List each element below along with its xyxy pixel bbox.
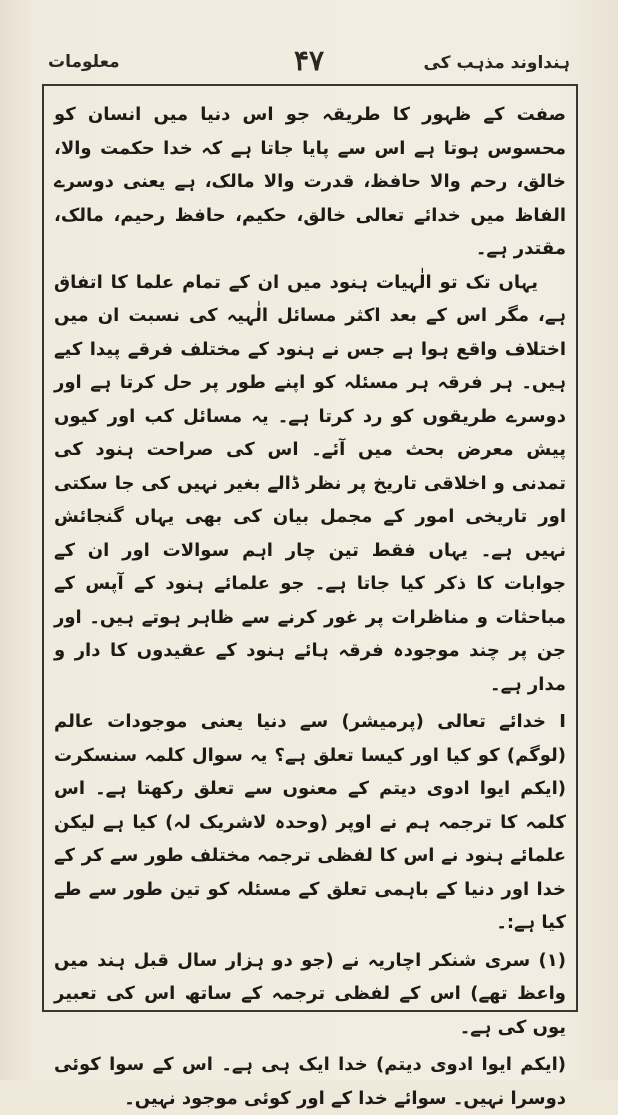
page-header bbox=[48, 42, 570, 86]
page-number: ۴۷ bbox=[293, 44, 325, 77]
question-1: I خدائے تعالی (پرمیشر) سے دنیا یعنی موجودات عالم (لوگم) کو کیا اور کیسا تعلق ہے؟ یہ سوال کلمہ سنسکرت (ایکم ایوا ادوی دیتم کے معنوں سے تعلق رکھتا ہے۔ اس کلمہ کا ترجمہ ہم نے اوپر (وحدہ لاشریک لہ) کیا ہے لیکن علمائے ہنود نے اس کا لفظی ترجمہ مختلف طور سے کر کے خدا اور دنیا کے باہمی تعلق کے مسئلہ کو تین طور سے طے کیا ہے:۔ bbox=[54, 711, 566, 933]
running-chapter-title: معلومات bbox=[48, 52, 120, 72]
paragraph-1: صفت کے ظہور کا طریقہ جو اس دنیا میں انسان کو محسوس ہوتا ہے اس سے پایا جاتا ہے کہ خدا حکمت والا، خالق، رحم والا حافظ، قدرت والا مالک، ہے یعنی دوسرے الفاظ میں خدائے تعالی خالق، حکیم، حافظ رحیم، مالک، مقتدر ہے۔ bbox=[54, 104, 566, 259]
paragraph-2: یہاں تک تو الٰہیات ہنود میں ان کے تمام علما کا اتفاق ہے، مگر اس کے بعد اکثر مسائل الٰہیہ کی نسبت ان میں اختلاف واقع ہوا ہے جس نے ہنود کے مختلف فرقے پیدا کیے ہیں۔ ہر فرقہ ہر مسئلہ کو اپنے طور پر حل کرتا ہے اور دوسرے طریقوں کو رد کرتا ہے۔ یہ مسائل کب اور کیوں پیش معرض بحث میں آئے۔ اس کی صراحت ہنود کی تمدنی و اخلاقی تاریخ پر نظر ڈالے بغیر نہیں کی جا سکتی اور تاریخی امور کے مجمل بیان کی بھی یہاں گنجائش نہیں ہے۔ یہاں فقط تین چار اہم سوالات اور ان کے جوابات کا ذکر کیا جاتا ہے۔ جو علمائے ہنود کے آپس کے مباحثات و مناظرات پر غور کرنے سے ظاہر ہوتے ہیں۔ اور جن پر چند موجودہ فرقہ ہائے ہنود کے عقیدوں کا دار و مدار ہے۔ bbox=[54, 271, 566, 695]
running-book-title: ہنداوند مذہب کی bbox=[423, 53, 570, 73]
answer-1: (۱) سری شنکر اچاریہ نے (جو دو ہزار سال قبل ہند میں واعظ تھے) اس کے لفظی ترجمہ کے ساتھ اس کی تعبیر یوں کی ہے۔ bbox=[54, 949, 566, 1038]
body-text bbox=[54, 98, 566, 1115]
answer-1-detail: (ایکم ایوا ادوی دیتم) خدا ایک ہی ہے۔ اس کے سوا کوئی دوسرا نہیں۔ سوائے خدا کے اور کوئی موجود نہیں۔ bbox=[54, 1054, 566, 1109]
